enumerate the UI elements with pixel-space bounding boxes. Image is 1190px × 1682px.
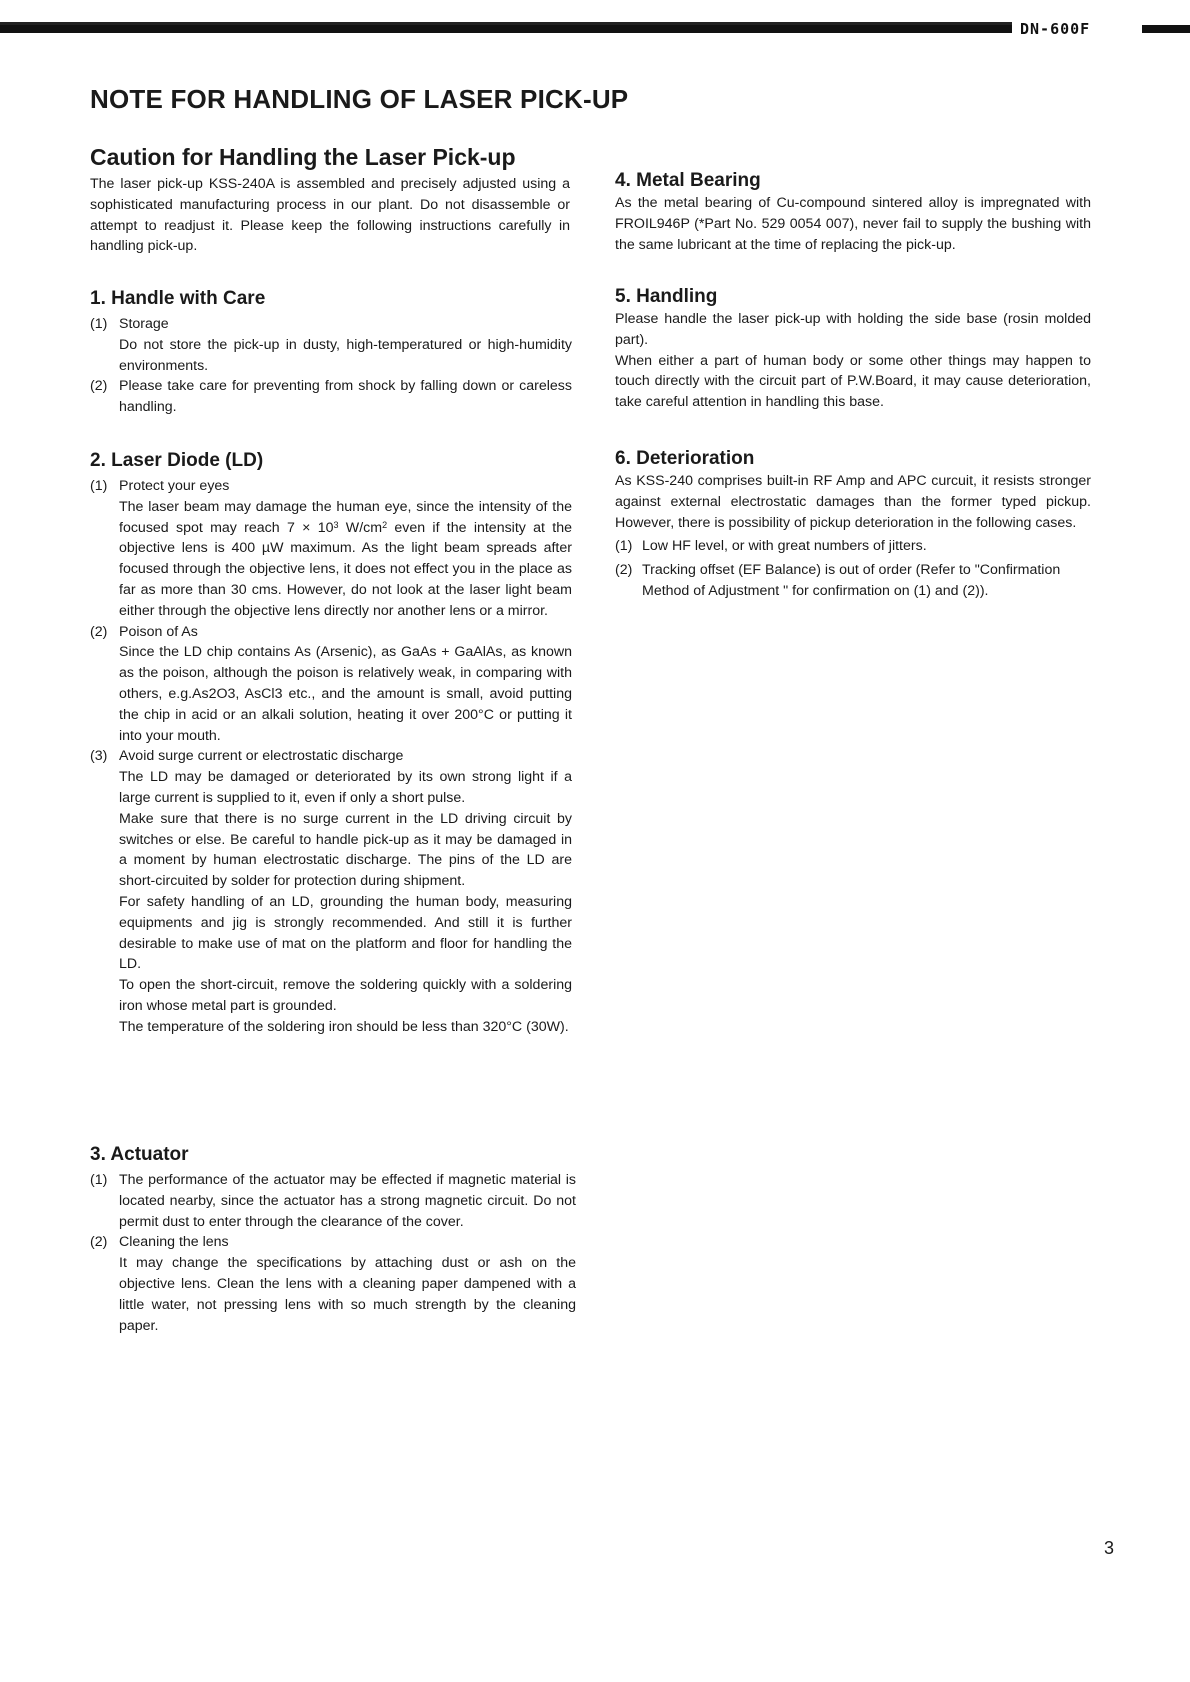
section-1-body [90,314,572,418]
section-5-title: 5. Handling [615,286,718,307]
item-heading: Poison of As [119,623,198,640]
list-item [90,622,572,747]
item-text: Low HF level, or with great numbers of jitters. [642,538,927,555]
list-item [90,314,572,376]
item-text: Since the LD chip contains As (Arsenic), as GaAs + GaAlAs, as known as the poison, although the poison is relatively weak, in comparing with others, e.g.As2O3, AsCl3 etc., and the amount is small, avoid putting the chip in acid or an alkali solution, heating it over 200°C or putting it into your mouth. [119,644,572,744]
item-text: It may change the specifications by attaching dust or ash on the objective lens. Clean the lens with a cleaning paper dampened with a little water, not pressing lens with so much strength by the cleaning paper. [119,1255,576,1334]
header-rule-right [1142,25,1190,33]
section-2-body [90,476,572,1038]
item-text: The temperature of the soldering iron should be less than 320°C (30W). [119,1018,569,1035]
item-heading: Storage [119,316,169,332]
item-text: Make sure that there is no surge current in the LD driving circuit by switches or else. Be careful to handle pick-up as it may be damaged in a moment by human electrostatic discharge. The pins of the LD are short-circuited by solder for protection during shipment. [119,810,572,890]
section-6-title: 6. Deterioration [615,448,755,469]
list-item [90,376,572,418]
item-number: (2) [90,378,108,395]
item-heading: Cleaning the lens [119,1234,229,1251]
list-item [615,560,1091,602]
section-6-body [615,471,1091,602]
section-4-text: As the metal bearing of Cu-compound sintered alloy is impregnated with FROIL946P (*Part No. 529 0054 007), never fail to supply the bushing with the same lubricant at the time of replacing the pick-up. [615,195,1091,253]
list-item [90,746,572,1037]
item-text: The LD may be damaged or deteriorated by its own strong light if a large current is supplied to it, even if only a short pulse. [119,769,572,806]
item-text: Do not store the pick-up in dusty, high-temperatured or high-humidity environments. [119,336,572,374]
item-heading: Protect your eyes [119,478,230,494]
caution-title: Caution for Handling the Laser Pick-up [90,144,516,170]
page-title: NOTE FOR HANDLING OF LASER PICK-UP [90,84,629,114]
item-text: To open the short-circuit, remove the soldering quickly with a soldering iron whose metal part is grounded. [119,977,572,1014]
section-2-title: 2. Laser Diode (LD) [90,450,264,471]
section-5-text: When either a part of human body or some other things may happen to touch directly with the circuit part of P.W.Board, it may cause deterioration, take careful attention in handling this base. [615,352,1091,411]
item-heading: Avoid surge current or electrostatic discharge [119,748,404,765]
caution-intro: The laser pick-up KSS-240A is assembled and precisely adjusted using a sophisticated manufacturing process in our plant. Do not disassemble or attempt to readjust it. Please keep the following instructions carefully in handling pick-up. [90,176,570,255]
section-1-title: 1. Handle with Care [90,288,266,309]
item-text: Tracking offset (EF Balance) is out of order (Refer to "Confirmation Method of Adjustment " for confirmation on (1) and (2)). [642,562,1061,599]
list-item [90,1170,576,1232]
section-3-title: 3. Actuator [90,1144,189,1165]
item-number: (2) [615,562,633,579]
header-bar [0,22,1190,36]
list-item [615,536,1091,557]
section-5-text: Please handle the laser pick-up with holding the side base (rosin molded part). [615,311,1091,348]
item-text: The performance of the actuator may be effected if magnetic material is located nearby, since the actuator has a strong magnetic circuit. Do not permit dust to enter through the clearance of the cover. [119,1172,576,1230]
item-text: For safety handling of an LD, grounding the human body, measuring equipments and jig is strongly recommended. And still it is further desirable to make use of mat on the platform and floor for handling the LD. [119,893,572,973]
section-4-title: 4. Metal Bearing [615,170,761,191]
item-number: (2) [90,1234,108,1251]
item-number: (1) [90,1172,108,1188]
list-item [90,1232,576,1336]
page-number: 3 [1104,1538,1115,1558]
model-label: DN-600F [1020,20,1091,38]
item-number: (1) [90,478,108,494]
list-item [90,476,572,622]
item-number: (1) [90,316,108,332]
section-6-text: As KSS-240 comprises built-in RF Amp and APC curcuit, it resists stronger against external electrostatic damages than the former typed pickup. However, there is possibility of pickup deterioration in the following cases. [615,473,1091,531]
item-number: (1) [615,538,633,555]
item-number: (2) [90,623,108,640]
item-text: The laser beam may damage the human eye, since the intensity of the focused spot may reach $7 \times 10^3$ $W/cm^2$ even if the intensity at the objective lens is 400 µW maximum. As the light beam spreads after focused through the objective lens, it does not effect you in the place as far as more than 30 cms. However, do not look at the laser light beam either through the objective lens directly nor another lens or a mirror. [119,498,573,619]
section-3-body [90,1170,576,1336]
header-rule [0,25,1012,33]
item-text: Please take care for preventing from shock by falling down or careless handling. [119,378,572,416]
section-5-body [615,309,1091,413]
item-number: (3) [90,748,108,765]
